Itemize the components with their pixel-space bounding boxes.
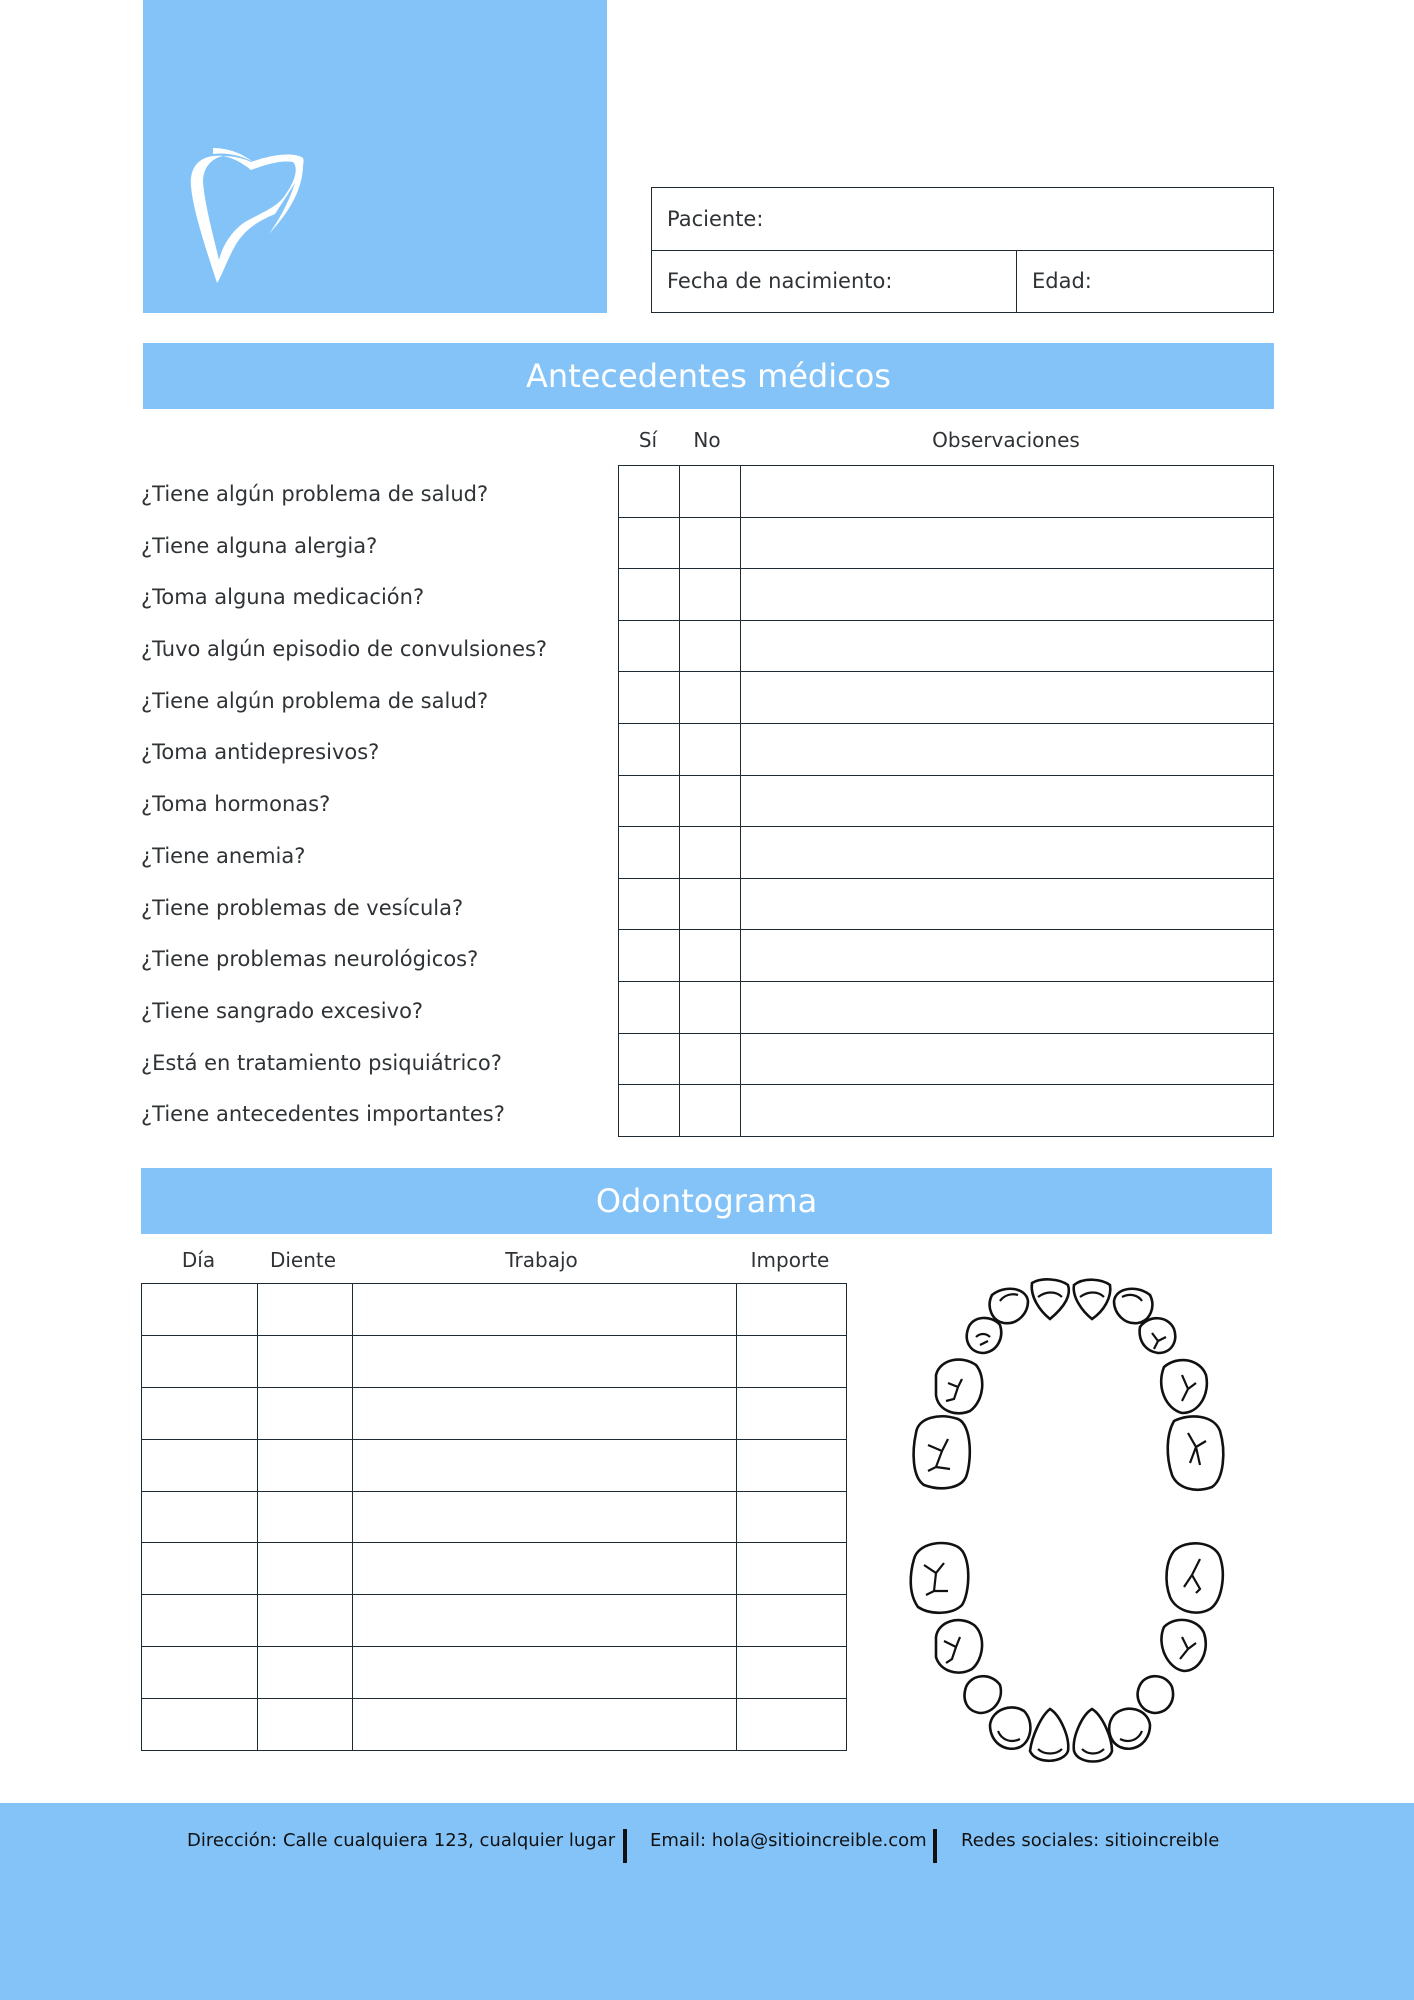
- tooth-lower-8: [936, 1620, 982, 1672]
- tooth-lower-6: [965, 1676, 1001, 1713]
- question-label: ¿Tiene problemas de vesícula?: [141, 895, 464, 920]
- table-row: [619, 1085, 1274, 1137]
- yes-cell[interactable]: [619, 930, 680, 982]
- no-cell[interactable]: [680, 1085, 741, 1137]
- amount-cell[interactable]: [737, 1699, 847, 1751]
- tooth-upper-6: [1140, 1318, 1176, 1353]
- table-row: [142, 1284, 847, 1336]
- yes-cell[interactable]: [619, 517, 680, 569]
- observations-cell[interactable]: [741, 724, 1274, 776]
- question-label: ¿Tiene alguna alergia?: [141, 533, 378, 558]
- question-label: ¿Tiene anemia?: [141, 843, 306, 868]
- tooth-cell[interactable]: [258, 1284, 353, 1336]
- observations-cell[interactable]: [741, 517, 1274, 569]
- tooth-icon: [183, 148, 323, 288]
- medical-history-grid: [618, 465, 1274, 1137]
- question-label: ¿Tiene algún problema de salud?: [141, 688, 489, 713]
- yes-cell[interactable]: [619, 620, 680, 672]
- table-row: [619, 517, 1274, 569]
- day-cell[interactable]: [142, 1647, 258, 1699]
- header-day: Día: [181, 1248, 216, 1272]
- observations-cell[interactable]: [741, 1033, 1274, 1085]
- tooth-upper-1: [1032, 1279, 1069, 1319]
- no-cell[interactable]: [680, 517, 741, 569]
- yes-cell[interactable]: [619, 982, 680, 1034]
- table-row: [142, 1491, 847, 1543]
- observations-cell[interactable]: [741, 569, 1274, 621]
- table-row: [619, 827, 1274, 879]
- no-cell[interactable]: [680, 672, 741, 724]
- tooth-cell[interactable]: [258, 1595, 353, 1647]
- table-row: [619, 672, 1274, 724]
- table-row: [142, 1647, 847, 1699]
- observations-cell[interactable]: [741, 1085, 1274, 1137]
- no-cell[interactable]: [680, 724, 741, 776]
- no-cell[interactable]: [680, 466, 741, 518]
- table-row: [619, 930, 1274, 982]
- tooth-lower-4: [990, 1707, 1030, 1748]
- work-cell[interactable]: [353, 1699, 737, 1751]
- tooth-cell[interactable]: [258, 1491, 353, 1543]
- day-cell[interactable]: [142, 1543, 258, 1595]
- question-label: ¿Tiene antecedentes importantes?: [141, 1102, 505, 1127]
- tooth-upper-2: [1074, 1280, 1111, 1319]
- table-row: [142, 1387, 847, 1439]
- tooth-lower-7: [1161, 1620, 1205, 1671]
- observations-cell[interactable]: [741, 930, 1274, 982]
- table-row: [142, 1439, 847, 1491]
- yes-cell[interactable]: [619, 827, 680, 879]
- birth-date-field[interactable]: Fecha de nacimiento:: [652, 250, 1017, 313]
- amount-cell[interactable]: [737, 1439, 847, 1491]
- tooth-cell[interactable]: [258, 1647, 353, 1699]
- observations-cell[interactable]: [741, 466, 1274, 518]
- amount-cell[interactable]: [737, 1335, 847, 1387]
- table-row: [619, 724, 1274, 776]
- odontogram-title: Odontograma: [141, 1168, 1272, 1234]
- tooth-cell[interactable]: [258, 1387, 353, 1439]
- header-observations: Observaciones: [932, 428, 1080, 452]
- header-amount: Importe: [750, 1248, 830, 1272]
- work-cell[interactable]: [353, 1647, 737, 1699]
- tooth-lower-3: [1109, 1709, 1150, 1749]
- medical-history-title: Antecedentes médicos: [143, 343, 1274, 409]
- tooth-upper-5: [967, 1318, 1001, 1353]
- day-cell[interactable]: [142, 1491, 258, 1543]
- tooth-lower-5: [1138, 1676, 1173, 1713]
- question-label: ¿Tiene algún problema de salud?: [141, 482, 489, 506]
- footer-address: Dirección: Calle cualquiera 123, cualquier lugar: [187, 1830, 616, 1851]
- amount-cell[interactable]: [737, 1284, 847, 1336]
- yes-cell[interactable]: [619, 672, 680, 724]
- tooth-cell[interactable]: [258, 1699, 353, 1751]
- observations-cell[interactable]: [741, 672, 1274, 724]
- work-cell[interactable]: [353, 1284, 737, 1336]
- day-cell[interactable]: [142, 1335, 258, 1387]
- question-label: ¿Toma antidepresivos?: [141, 740, 380, 765]
- amount-cell[interactable]: [737, 1387, 847, 1439]
- tooth-cell[interactable]: [258, 1439, 353, 1491]
- tooth-lower-10: [911, 1543, 969, 1613]
- question-label: ¿Tiene problemas neurológicos?: [141, 947, 479, 972]
- yes-cell[interactable]: [619, 569, 680, 621]
- yes-cell[interactable]: [619, 878, 680, 930]
- day-cell[interactable]: [142, 1595, 258, 1647]
- table-row: [619, 1033, 1274, 1085]
- no-cell[interactable]: [680, 827, 741, 879]
- observations-cell[interactable]: [741, 620, 1274, 672]
- observations-cell[interactable]: [741, 982, 1274, 1034]
- no-cell[interactable]: [680, 930, 741, 982]
- table-row: [142, 1699, 847, 1751]
- table-row: [619, 878, 1274, 930]
- yes-cell[interactable]: [619, 724, 680, 776]
- yes-cell[interactable]: [619, 1085, 680, 1137]
- footer-email[interactable]: Email: hola@sitioincreible.com: [650, 1830, 927, 1851]
- no-cell[interactable]: [680, 620, 741, 672]
- table-row: [619, 466, 1274, 518]
- no-cell[interactable]: [680, 982, 741, 1034]
- tooth-upper-10: [1168, 1416, 1224, 1489]
- no-cell[interactable]: [680, 878, 741, 930]
- header-yes: Sí: [638, 428, 658, 452]
- logo-block: [143, 0, 607, 313]
- day-cell[interactable]: [142, 1387, 258, 1439]
- no-cell[interactable]: [680, 569, 741, 621]
- amount-cell[interactable]: [737, 1543, 847, 1595]
- table-row: [142, 1595, 847, 1647]
- observations-cell[interactable]: [741, 775, 1274, 827]
- header-tooth: Diente: [269, 1248, 337, 1272]
- question-label: ¿Toma hormonas?: [141, 792, 331, 817]
- footer-separator: [623, 1829, 627, 1863]
- table-row: [619, 569, 1274, 621]
- table-row: [142, 1335, 847, 1387]
- work-cell[interactable]: [353, 1595, 737, 1647]
- work-cell[interactable]: [353, 1491, 737, 1543]
- yes-cell[interactable]: [619, 775, 680, 827]
- dental-arch-icon: [900, 1275, 1240, 1765]
- table-row: [619, 620, 1274, 672]
- no-cell[interactable]: [680, 1033, 741, 1085]
- question-label: ¿Toma alguna medicación?: [141, 585, 425, 610]
- work-cell[interactable]: [353, 1335, 737, 1387]
- patient-name-field[interactable]: Paciente:: [652, 188, 1274, 251]
- footer-social[interactable]: Redes sociales: sitioincreible: [961, 1830, 1220, 1851]
- amount-cell[interactable]: [737, 1491, 847, 1543]
- treatment-table: [141, 1283, 847, 1751]
- table-row: [142, 1543, 847, 1595]
- question-label: ¿Tuvo algún episodio de convulsiones?: [141, 637, 548, 662]
- tooth-upper-4: [1114, 1289, 1152, 1323]
- age-field[interactable]: Edad:: [1017, 250, 1274, 313]
- no-cell[interactable]: [680, 775, 741, 827]
- work-cell[interactable]: [353, 1543, 737, 1595]
- work-cell[interactable]: [353, 1387, 737, 1439]
- header-no: No: [693, 428, 721, 452]
- patient-info-table: [651, 187, 1274, 313]
- table-row: [619, 982, 1274, 1034]
- observations-cell[interactable]: [741, 827, 1274, 879]
- yes-cell[interactable]: [619, 466, 680, 518]
- yes-cell[interactable]: [619, 1033, 680, 1085]
- header-work: Trabajo: [505, 1248, 578, 1272]
- day-cell[interactable]: [142, 1699, 258, 1751]
- question-list: [141, 468, 611, 1140]
- amount-cell[interactable]: [737, 1647, 847, 1699]
- work-cell[interactable]: [353, 1439, 737, 1491]
- tooth-cell[interactable]: [258, 1335, 353, 1387]
- question-label: ¿Tiene sangrado excesivo?: [141, 998, 424, 1023]
- day-cell[interactable]: [142, 1439, 258, 1491]
- observations-cell[interactable]: [741, 878, 1274, 930]
- amount-cell[interactable]: [737, 1595, 847, 1647]
- table-row: [619, 775, 1274, 827]
- day-cell[interactable]: [142, 1284, 258, 1336]
- tooth-cell[interactable]: [258, 1543, 353, 1595]
- tooth-upper-8: [1161, 1360, 1207, 1413]
- question-label: ¿Está en tratamiento psiquiátrico?: [141, 1050, 502, 1075]
- footer-separator: [933, 1829, 937, 1863]
